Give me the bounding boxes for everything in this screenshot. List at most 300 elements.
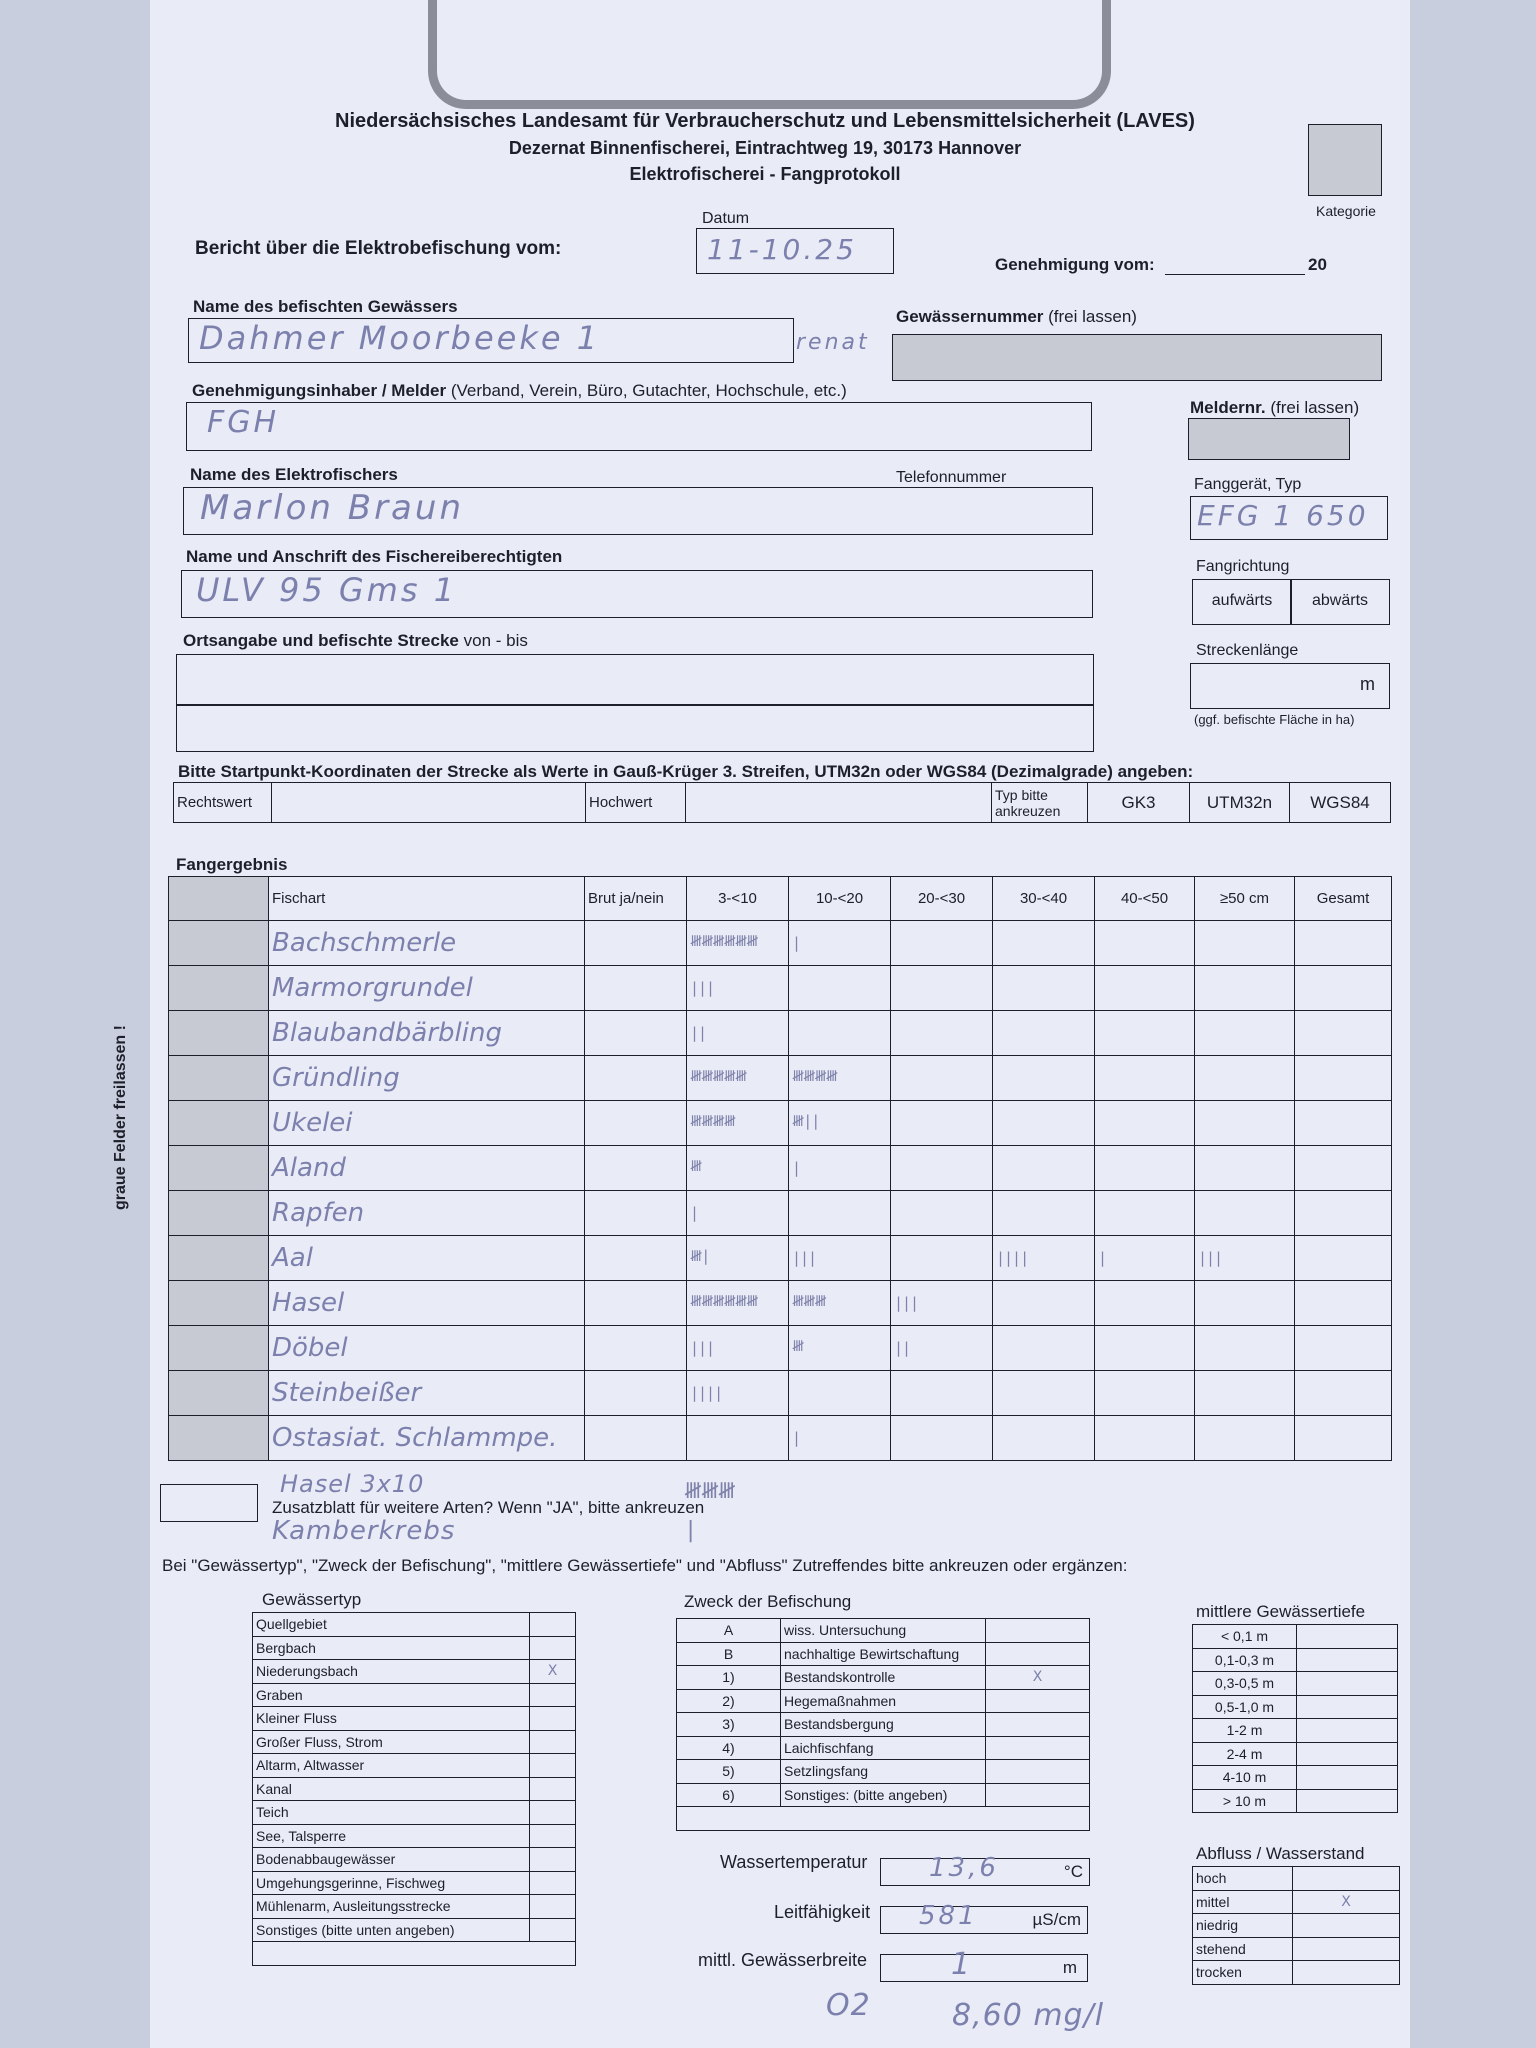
tally-cell[interactable] xyxy=(1195,1191,1295,1236)
tiefe-table xyxy=(1192,1624,1398,1813)
bericht-label: Bericht über die Elektrobefischung vom: xyxy=(195,238,562,259)
tally-cell[interactable]: | xyxy=(789,1146,891,1191)
tally-cell[interactable] xyxy=(1295,1236,1392,1281)
brut-cell[interactable] xyxy=(585,1146,687,1191)
zweck-code: 4) xyxy=(677,1736,781,1760)
tally-cell[interactable] xyxy=(1295,1281,1392,1326)
abfluss-label: niedrig xyxy=(1193,1914,1293,1938)
abfluss-checkbox[interactable] xyxy=(1293,1914,1400,1938)
typ-label: Typ bitte ankreuzen xyxy=(992,783,1088,823)
gewaessertyp-label: Quellgebiet xyxy=(253,1613,530,1637)
tally-cell[interactable] xyxy=(1195,1371,1295,1416)
zweck-label: Setzlingsfang xyxy=(781,1760,986,1784)
fangergebnis-row xyxy=(169,921,1392,966)
gewaessertyp-label: Sonstiges (bitte unten angeben) xyxy=(253,1918,530,1942)
tally-cell[interactable] xyxy=(993,1101,1095,1146)
fischart-cell[interactable]: Aal xyxy=(269,1236,585,1281)
gewaessertyp-checkbox[interactable] xyxy=(530,1754,576,1778)
gewaesser-value: Dahmer Moorbeeke 1 xyxy=(199,319,601,357)
tally-cell[interactable] xyxy=(891,1056,993,1101)
tally-cell[interactable] xyxy=(1295,1371,1392,1416)
abfluss-checkbox[interactable]: X xyxy=(1293,1890,1400,1914)
fischart-cell[interactable]: Aland xyxy=(269,1146,585,1191)
tally-cell[interactable] xyxy=(1095,1416,1195,1461)
header-line1: Niedersächsisches Landesamt für Verbraucherschutz und Lebensmittelsicherheit (LAVES) xyxy=(335,110,1195,132)
tiefe-label: 1-2 m xyxy=(1193,1719,1297,1743)
gewaessertyp-checkbox[interactable] xyxy=(530,1613,576,1637)
gewaessertyp-row xyxy=(253,1848,576,1872)
gewaessertyp-checkbox[interactable] xyxy=(530,1801,576,1825)
tally-cell[interactable] xyxy=(1095,1101,1195,1146)
gewaessertyp-checkbox[interactable] xyxy=(530,1730,576,1754)
datum-field[interactable] xyxy=(696,228,894,274)
brut-cell[interactable] xyxy=(585,1101,687,1146)
tally-cell[interactable]: |||| xyxy=(993,1236,1095,1281)
grey-cell xyxy=(169,1236,269,1281)
aufwaerts-option[interactable]: aufwärts xyxy=(1192,579,1292,625)
wassertemperatur-field[interactable] xyxy=(880,1853,1090,1886)
tiefe-row xyxy=(1193,1789,1398,1813)
genehmigung-year: 20 xyxy=(1308,255,1327,274)
fischart-cell[interactable]: Steinbeißer xyxy=(269,1371,585,1416)
gewaesser-value-extra: renat xyxy=(796,330,870,355)
tally-cell[interactable] xyxy=(687,1416,789,1461)
datum-label: Datum xyxy=(702,210,750,227)
tally-cell[interactable] xyxy=(993,1371,1095,1416)
tiefe-checkbox[interactable] xyxy=(1297,1742,1398,1766)
brut-cell[interactable] xyxy=(585,1011,687,1056)
tally-cell[interactable] xyxy=(891,1191,993,1236)
tally-cell[interactable]: ||| xyxy=(687,966,789,1011)
zweck-checkbox[interactable] xyxy=(986,1713,1090,1737)
grey-cell xyxy=(169,1056,269,1101)
tally-cell[interactable]: | xyxy=(1095,1236,1195,1281)
fischart-cell[interactable]: Gründling xyxy=(269,1056,585,1101)
gewaessertyp-checkbox[interactable] xyxy=(530,1918,576,1942)
tally-cell[interactable] xyxy=(993,1191,1095,1236)
fischart-cell[interactable]: Rapfen xyxy=(269,1191,585,1236)
gewaesserbreite-value: 1 xyxy=(951,1947,974,1982)
tiefe-row xyxy=(1193,1672,1398,1696)
tiefe-checkbox[interactable] xyxy=(1297,1789,1398,1813)
gewaessertyp-label: See, Talsperre xyxy=(253,1824,530,1848)
gewaessertyp-checkbox[interactable] xyxy=(530,1636,576,1660)
tally-cell[interactable] xyxy=(891,1101,993,1146)
hochwert-label: Hochwert xyxy=(586,783,686,823)
grey-cell xyxy=(169,1281,269,1326)
brut-cell[interactable] xyxy=(585,1281,687,1326)
genehmigung-label: Genehmigung vom: xyxy=(995,255,1155,274)
tally-cell[interactable] xyxy=(1295,1101,1392,1146)
abfluss-label: trocken xyxy=(1193,1961,1293,1985)
header-line2: Dezernat Binnenfischerei, Eintrachtweg 19, 30173 Hannover xyxy=(508,138,1022,158)
tally-cell[interactable]: ||| xyxy=(1195,1236,1295,1281)
zweck-code: A xyxy=(677,1619,781,1643)
fischart-cell[interactable]: Ukelei xyxy=(269,1101,585,1146)
zweck-checkbox[interactable]: X xyxy=(986,1666,1090,1690)
gewaessertyp-row xyxy=(253,1660,576,1684)
zweck-code: 5) xyxy=(677,1760,781,1784)
abfluss-checkbox[interactable] xyxy=(1293,1961,1400,1985)
tally-cell[interactable] xyxy=(1095,1056,1195,1101)
tally-cell[interactable] xyxy=(891,1371,993,1416)
tally-cell[interactable] xyxy=(1095,1011,1195,1056)
meldernr-label: Meldernr. (frei lassen) xyxy=(1190,398,1360,417)
tiefe-row xyxy=(1193,1625,1398,1649)
zweck-code: 3) xyxy=(677,1713,781,1737)
tally-cell[interactable] xyxy=(1095,1281,1195,1326)
tally-cell[interactable] xyxy=(993,921,1095,966)
tally-cell[interactable] xyxy=(1095,921,1195,966)
tally-cell[interactable]: 𝍸𝍸𝍸𝍸𝍸𝍸 xyxy=(687,921,789,966)
gewaessertyp-row xyxy=(253,1707,576,1731)
gewaessertyp-checkbox[interactable] xyxy=(530,1683,576,1707)
zweck-label: Hegemaßnahmen xyxy=(781,1689,986,1713)
tally-cell[interactable] xyxy=(993,1416,1095,1461)
grey-cell xyxy=(169,921,269,966)
tally-cell[interactable]: ||| xyxy=(789,1236,891,1281)
col-20-30: 20-<30 xyxy=(891,877,993,921)
graue-felder-note: graue Felder freilassen ! xyxy=(112,1025,129,1210)
gewaesserbreite-unit: m xyxy=(1062,1958,1077,1977)
fischart-cell[interactable]: Bachschmerle xyxy=(269,921,585,966)
gewaessertyp-checkbox[interactable] xyxy=(530,1824,576,1848)
tiefe-checkbox[interactable] xyxy=(1297,1766,1398,1790)
grey-cell xyxy=(169,966,269,1011)
leitfaehigkeit-value: 581 xyxy=(919,1901,978,1931)
brut-cell[interactable] xyxy=(585,1371,687,1416)
wgs84-option[interactable]: WGS84 xyxy=(1290,783,1391,823)
gewaessertyp-row xyxy=(253,1824,576,1848)
zweck-row xyxy=(677,1619,1090,1643)
abfluss-row xyxy=(1193,1937,1400,1961)
genehmigung-line xyxy=(1165,274,1305,275)
tally-cell[interactable]: || xyxy=(687,1011,789,1056)
rechtswert-field[interactable] xyxy=(272,783,586,823)
gewaessertyp-label: Bergbach xyxy=(253,1636,530,1660)
tally-cell[interactable] xyxy=(1295,966,1392,1011)
brut-cell[interactable] xyxy=(585,966,687,1011)
tally-cell[interactable] xyxy=(993,1281,1095,1326)
gewaessertyp-checkbox[interactable]: X xyxy=(530,1660,576,1684)
header-line3: Elektrofischerei - Fangprotokoll xyxy=(629,164,901,184)
zweck-row xyxy=(677,1666,1090,1690)
col-50plus: ≥50 cm xyxy=(1195,877,1295,921)
tally-cell[interactable] xyxy=(993,1326,1095,1371)
zweck-label: wiss. Untersuchung xyxy=(781,1619,986,1643)
tally-cell[interactable] xyxy=(1195,921,1295,966)
col-30-40: 30-<40 xyxy=(993,877,1095,921)
fischart-cell[interactable]: Ostasiat. Schlammpe. xyxy=(269,1416,585,1461)
fanggeraet-value: EFG 1 650 xyxy=(1197,499,1369,532)
streckenlaenge-unit: m xyxy=(1360,674,1375,694)
zweck-label: Laichfischfang xyxy=(781,1736,986,1760)
elektrofischer-field[interactable] xyxy=(183,487,1093,535)
gewaessertyp-label: Teich xyxy=(253,1801,530,1825)
zweck-table xyxy=(676,1618,1090,1831)
tally-cell[interactable]: | xyxy=(687,1191,789,1236)
gewaessertyp-label: Umgehungsgerinne, Fischweg xyxy=(253,1871,530,1895)
tally-cell[interactable] xyxy=(1195,1326,1295,1371)
tally-cell[interactable]: | xyxy=(789,921,891,966)
zusatzblatt-label: Zusatzblatt für weitere Arten? Wenn "JA", bitte ankreuzen xyxy=(272,1498,705,1517)
tiefe-checkbox[interactable] xyxy=(1297,1719,1398,1743)
gewaessertyp-label: Bodenabbaugewässer xyxy=(253,1848,530,1872)
abfluss-table xyxy=(1192,1866,1400,1985)
zweck-row xyxy=(677,1736,1090,1760)
tally-cell[interactable] xyxy=(789,1011,891,1056)
wassertemperatur-unit: °C xyxy=(1063,1862,1083,1881)
tiefe-checkbox[interactable] xyxy=(1297,1648,1398,1672)
zweck-code: 6) xyxy=(677,1783,781,1807)
gewaessertyp-title: Gewässertyp xyxy=(262,1590,362,1609)
berechtigter-field[interactable] xyxy=(181,570,1093,618)
zweck-row xyxy=(677,1713,1090,1737)
streckenlaenge-label: Streckenlänge xyxy=(1196,642,1299,659)
tally-cell[interactable] xyxy=(1095,1191,1195,1236)
tally-cell[interactable] xyxy=(1195,1416,1295,1461)
abfluss-row xyxy=(1193,1914,1400,1938)
gewaessertyp-checkbox[interactable] xyxy=(530,1895,576,1919)
inhaber-label: Genehmigungsinhaber / Melder (Verband, Verein, Büro, Gutachter, Hochschule, etc.) xyxy=(192,381,847,400)
abfluss-label: hoch xyxy=(1193,1867,1293,1891)
fangrichtung-label: Fangrichtung xyxy=(1196,558,1290,575)
tally-cell[interactable]: 𝍸𝍸𝍸𝍸 xyxy=(687,1101,789,1146)
tally-cell[interactable] xyxy=(1295,1011,1392,1056)
tally-cell[interactable] xyxy=(1295,1326,1392,1371)
rechtswert-label: Rechtswert xyxy=(174,783,272,823)
zweck-label: Bestandskontrolle xyxy=(781,1666,986,1690)
gewaessertyp-row xyxy=(253,1730,576,1754)
col-3-10: 3-<10 xyxy=(687,877,789,921)
tally-cell[interactable]: 𝍸 xyxy=(789,1326,891,1371)
zusatz-note2-tally: | xyxy=(684,1518,697,1543)
fangergebnis-row xyxy=(169,1371,1392,1416)
datum-value: 11-10.25 xyxy=(707,233,857,266)
tiefe-label: > 10 m xyxy=(1193,1789,1297,1813)
tiefe-title: mittlere Gewässertiefe xyxy=(1196,1602,1366,1621)
tally-cell[interactable]: || xyxy=(891,1326,993,1371)
tally-cell[interactable] xyxy=(1295,1146,1392,1191)
wassertemperatur-label: Wassertemperatur xyxy=(720,1852,868,1872)
tally-cell[interactable] xyxy=(1295,921,1392,966)
zusatzblatt-checkbox[interactable] xyxy=(160,1484,258,1522)
abfluss-checkbox[interactable] xyxy=(1293,1867,1400,1891)
zweck-label: Sonstiges: (bitte angeben) xyxy=(781,1783,986,1807)
tally-cell[interactable] xyxy=(1195,966,1295,1011)
tiefe-row xyxy=(1193,1766,1398,1790)
grey-cell xyxy=(169,1146,269,1191)
gewaessertyp-label: Mühlenarm, Ausleitungsstrecke xyxy=(253,1895,530,1919)
utm32n-option[interactable]: UTM32n xyxy=(1190,783,1290,823)
tally-cell[interactable]: 𝍸𝍸𝍸𝍸𝍸𝍸 xyxy=(687,1281,789,1326)
tally-cell[interactable]: 𝍸 xyxy=(687,1146,789,1191)
tally-cell[interactable] xyxy=(993,966,1095,1011)
gewaessertyp-checkbox[interactable] xyxy=(530,1707,576,1731)
zweck-code: 1) xyxy=(677,1666,781,1690)
fangergebnis-row xyxy=(169,1281,1392,1326)
tiefe-label: 0,5-1,0 m xyxy=(1193,1695,1297,1719)
gewaessertyp-checkbox[interactable] xyxy=(530,1871,576,1895)
tiefe-checkbox[interactable] xyxy=(1297,1695,1398,1719)
tally-cell[interactable] xyxy=(789,966,891,1011)
tally-cell[interactable] xyxy=(1095,1326,1195,1371)
abfluss-row xyxy=(1193,1890,1400,1914)
abfluss-title: Abfluss / Wasserstand xyxy=(1196,1844,1365,1863)
tally-cell[interactable] xyxy=(1295,1191,1392,1236)
brut-cell[interactable] xyxy=(585,1416,687,1461)
telefon-label: Telefonnummer xyxy=(896,469,1007,486)
gewaessertyp-label: Großer Fluss, Strom xyxy=(253,1730,530,1754)
grey-cell xyxy=(169,1101,269,1146)
gewaesser-field[interactable] xyxy=(188,318,794,363)
gewaessertyp-row xyxy=(253,1613,576,1637)
berechtigter-label: Name und Anschrift des Fischereiberechtigten xyxy=(186,547,563,566)
gewaessertyp-sonstiges-field[interactable] xyxy=(253,1942,576,1966)
abfluss-row xyxy=(1193,1961,1400,1985)
tally-cell[interactable]: 𝍸|| xyxy=(789,1101,891,1146)
fischart-cell[interactable]: Marmorgrundel xyxy=(269,966,585,1011)
grey-cell xyxy=(169,1011,269,1056)
col-40-50: 40-<50 xyxy=(1095,877,1195,921)
zweck-checkbox[interactable] xyxy=(986,1619,1090,1643)
fangergebnis-row xyxy=(169,1191,1392,1236)
zweck-checkbox[interactable] xyxy=(986,1736,1090,1760)
zweck-code: B xyxy=(677,1642,781,1666)
col-fischart: Fischart xyxy=(269,877,585,921)
tiefe-row xyxy=(1193,1648,1398,1672)
zusatz-note1-tally: 𝍸𝍸𝍸 xyxy=(684,1479,735,1504)
tally-cell[interactable] xyxy=(891,921,993,966)
gewaessertyp-row xyxy=(253,1754,576,1778)
streckenlaenge-field[interactable] xyxy=(1190,663,1390,709)
strecke-field-1[interactable] xyxy=(176,654,1094,706)
tally-cell[interactable]: ||| xyxy=(687,1326,789,1371)
zweck-row xyxy=(677,1642,1090,1666)
zweck-checkbox[interactable] xyxy=(986,1760,1090,1784)
gewaessernummer-field xyxy=(892,334,1382,381)
fischart-cell[interactable]: Hasel xyxy=(269,1281,585,1326)
fischart-cell[interactable]: Blaubandbärbling xyxy=(269,1011,585,1056)
zweck-row xyxy=(677,1783,1090,1807)
grey-cell xyxy=(169,1416,269,1461)
tiefe-checkbox[interactable] xyxy=(1297,1672,1398,1696)
abfluss-checkbox[interactable] xyxy=(1293,1937,1400,1961)
tally-cell[interactable] xyxy=(993,1056,1095,1101)
tally-cell[interactable]: ||| xyxy=(891,1281,993,1326)
tally-cell[interactable] xyxy=(891,1236,993,1281)
zweck-checkbox[interactable] xyxy=(986,1783,1090,1807)
zweck-sonstiges-field[interactable] xyxy=(677,1807,1090,1831)
col-10-20: 10-<20 xyxy=(789,877,891,921)
tally-cell[interactable] xyxy=(1095,1146,1195,1191)
tally-cell[interactable]: 𝍸𝍸𝍸 xyxy=(789,1281,891,1326)
gewaessertyp-table xyxy=(252,1612,576,1966)
tiefe-checkbox[interactable] xyxy=(1297,1625,1398,1649)
tally-cell[interactable] xyxy=(891,1011,993,1056)
zweck-label: Bestandsbergung xyxy=(781,1713,986,1737)
brut-cell[interactable] xyxy=(585,1236,687,1281)
tally-cell[interactable]: 𝍸| xyxy=(687,1236,789,1281)
gewaessertyp-row xyxy=(253,1683,576,1707)
tally-cell[interactable] xyxy=(1195,1281,1295,1326)
gewaessertyp-row xyxy=(253,1895,576,1919)
tally-cell[interactable] xyxy=(891,1146,993,1191)
elektrofischer-value: Marlon Braun xyxy=(200,488,464,528)
tally-cell[interactable] xyxy=(789,1371,891,1416)
gewaessertyp-checkbox[interactable] xyxy=(530,1777,576,1801)
tally-cell[interactable] xyxy=(1095,966,1195,1011)
gewaessertyp-label: Graben xyxy=(253,1683,530,1707)
tally-cell[interactable]: 𝍸𝍸𝍸𝍸 xyxy=(789,1056,891,1101)
tally-cell[interactable] xyxy=(891,1416,993,1461)
inhaber-field[interactable] xyxy=(186,402,1092,451)
abwaerts-option[interactable]: abwärts xyxy=(1290,579,1390,625)
leitfaehigkeit-field[interactable] xyxy=(880,1901,1088,1934)
zweck-checkbox[interactable] xyxy=(986,1689,1090,1713)
gewaessertyp-row xyxy=(253,1918,576,1942)
strecke-field-2[interactable] xyxy=(176,704,1094,752)
brut-cell[interactable] xyxy=(585,921,687,966)
tally-cell[interactable] xyxy=(993,1011,1095,1056)
tally-cell[interactable] xyxy=(1195,1101,1295,1146)
gewaessertyp-row xyxy=(253,1801,576,1825)
gewaessertyp-checkbox[interactable] xyxy=(530,1848,576,1872)
zusatz-note2: Kamberkrebs xyxy=(272,1516,456,1546)
berechtigter-value: ULV 95 Gms 1 xyxy=(196,571,458,609)
strecke-label: Ortsangabe und befischte Strecke von - bis xyxy=(183,631,528,650)
elektrofischer-label: Name des Elektrofischers xyxy=(190,465,398,484)
tally-cell[interactable] xyxy=(1095,1371,1195,1416)
tally-cell[interactable] xyxy=(1195,1146,1295,1191)
zweck-empty-row xyxy=(677,1807,1090,1831)
fangergebnis-row xyxy=(169,1146,1392,1191)
hochwert-field[interactable] xyxy=(686,783,992,823)
gk3-option[interactable]: GK3 xyxy=(1088,783,1190,823)
tiefe-row xyxy=(1193,1719,1398,1743)
tally-cell[interactable] xyxy=(1195,1011,1295,1056)
tally-cell[interactable] xyxy=(891,966,993,1011)
tally-cell[interactable] xyxy=(1195,1056,1295,1101)
brut-cell[interactable] xyxy=(585,1056,687,1101)
tally-cell[interactable]: |||| xyxy=(687,1371,789,1416)
zweck-checkbox[interactable] xyxy=(986,1642,1090,1666)
gewaesserbreite-field[interactable] xyxy=(880,1947,1088,1982)
zusatz-note1: Hasel 3x10 xyxy=(280,1470,425,1498)
leitfaehigkeit-unit: µS/cm xyxy=(1032,1910,1081,1929)
fangergebnis-row xyxy=(169,1326,1392,1371)
gewaessertyp-row xyxy=(253,1777,576,1801)
brut-cell[interactable] xyxy=(585,1326,687,1371)
tally-cell[interactable] xyxy=(1295,1056,1392,1101)
gewaessertyp-row xyxy=(253,1636,576,1660)
tally-cell[interactable] xyxy=(1295,1416,1392,1461)
fanggeraet-field[interactable] xyxy=(1190,496,1388,540)
kategorie-label: Kategorie xyxy=(1316,203,1376,219)
tiefe-label: 4-10 m xyxy=(1193,1766,1297,1790)
grey-cell xyxy=(169,1326,269,1371)
fangergebnis-table xyxy=(168,876,1392,1461)
tally-cell[interactable]: 𝍸𝍸𝍸𝍸𝍸 xyxy=(687,1056,789,1101)
fischart-cell[interactable]: Döbel xyxy=(269,1326,585,1371)
tally-cell[interactable] xyxy=(993,1146,1095,1191)
o2-label: O2 xyxy=(826,1988,871,2023)
brut-cell[interactable] xyxy=(585,1191,687,1236)
tally-cell[interactable]: | xyxy=(789,1416,891,1461)
tally-cell[interactable] xyxy=(789,1191,891,1236)
abfluss-label: stehend xyxy=(1193,1937,1293,1961)
gewaessernummer-label: Gewässernummer (frei lassen) xyxy=(896,307,1137,326)
